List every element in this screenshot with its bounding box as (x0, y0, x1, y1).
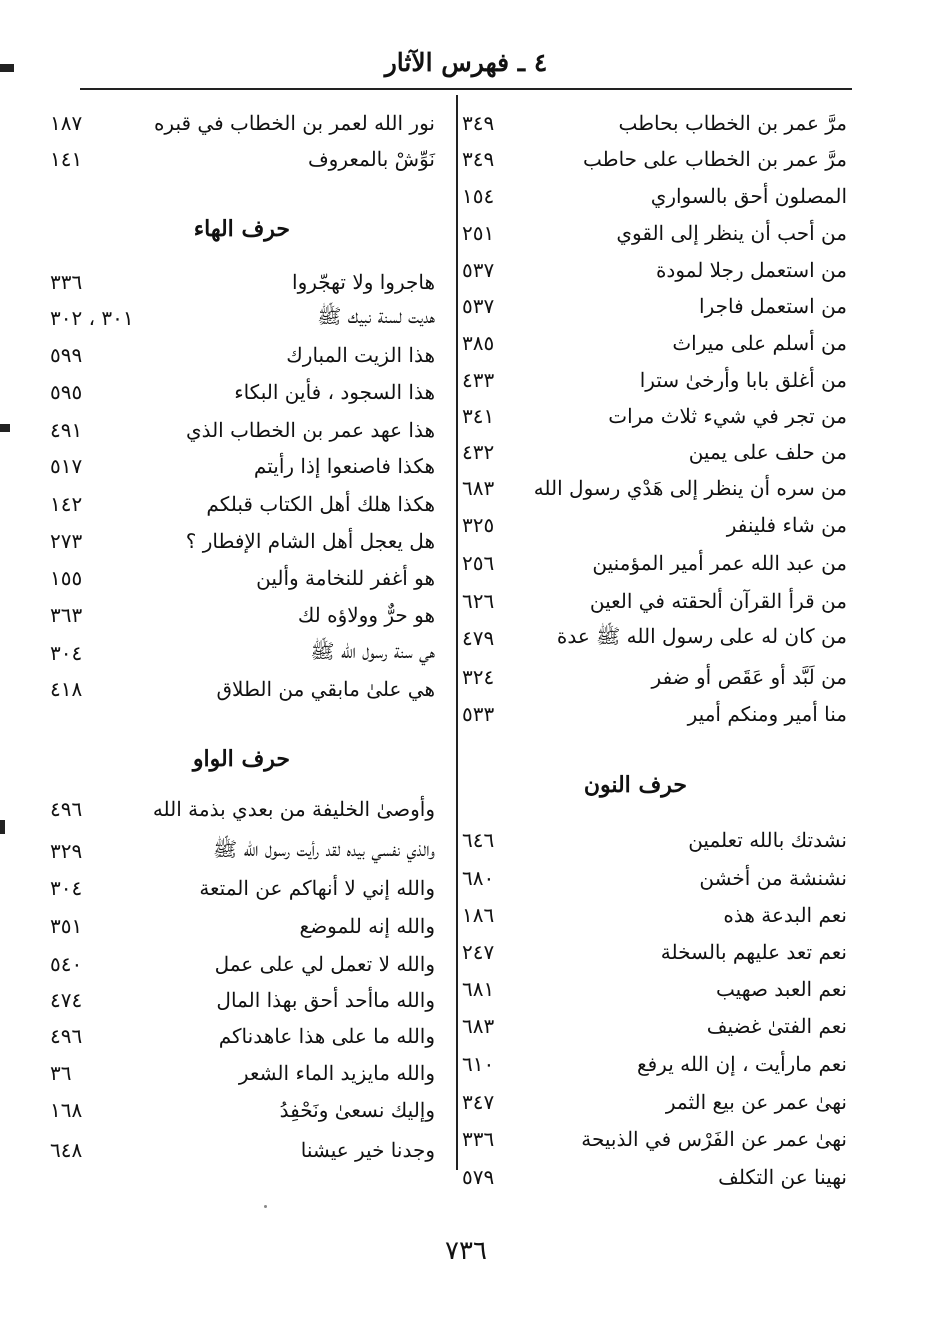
index-entry (50, 791, 435, 827)
entry-page: ١٥٥ (50, 566, 83, 590)
entry-text: نشدتك بالله تعلمين (688, 828, 847, 852)
entry-text: هل يعجل أهل الشام الإفطار ؟ (185, 529, 435, 553)
entry-text: من سره أن ينظر إلى هَدْي رسول الله (533, 476, 847, 500)
section-heading-haa: حرف الهاء (193, 216, 290, 242)
index-entry (462, 545, 847, 581)
entry-text: هذا الزيت المبارك (286, 343, 435, 367)
entry-text: من حلف على يمين (688, 440, 847, 464)
index-entry (50, 374, 435, 410)
entry-page: ١٥٤ (462, 184, 495, 208)
entry-text: نعم العبد صهيب (716, 977, 847, 1001)
index-entry (462, 583, 847, 619)
entry-page: ٥٤٠ (50, 952, 83, 976)
index-entry (50, 1018, 435, 1054)
entry-page: ٦٨٣ (462, 476, 495, 500)
index-entry (50, 946, 435, 982)
index-entry (462, 860, 847, 896)
entry-page: ٦٤٨ (50, 1138, 83, 1162)
entry-page: ٤٧٩ (462, 626, 495, 650)
entry-page: ٣٣٦ (50, 270, 83, 294)
entry-page: ٥٣٧ (462, 294, 495, 318)
entry-page: ٤٣٣ (462, 368, 495, 392)
index-entry (462, 362, 847, 398)
entry-text: هو حرٌّ وولاؤه لك (297, 603, 435, 627)
index-entry (50, 523, 435, 559)
entry-text: والله إنه للموضع (299, 914, 435, 938)
index-entry (462, 507, 847, 543)
entry-page: ٤١٨ (50, 677, 83, 701)
entry-text: نعم الفتىٰ غضيف (706, 1014, 847, 1038)
entry-text: هذا عهد عمر بن الخطاب الذي (185, 418, 435, 442)
entry-text: وإليك نسعىٰ ونَحْفِدُ (279, 1098, 435, 1122)
entry-page: ١٦٨ (50, 1098, 83, 1122)
entry-text: هكذا هلك أهل الكتاب قبلكم (206, 492, 435, 516)
index-entry (462, 252, 847, 288)
entry-text: من شاء فلينفر (726, 513, 847, 537)
entry-text: والله لا تعمل لي على عمل (214, 952, 435, 976)
entry-text: منا أمير ومنكم أمير (687, 702, 847, 726)
entry-text: وجدنا خير عيشنا (300, 1138, 435, 1162)
index-entry (462, 897, 847, 933)
entry-page: ٤٩١ (50, 418, 83, 442)
entry-text: والذي نفسي بيده لقد رأيت رسول الله ﷺ (213, 836, 435, 861)
entry-text: والله إني لا أنهاكم عن المتعة (199, 876, 435, 900)
entry-text: من قرأ القرآن ألحقته في العين (589, 589, 847, 613)
index-entry (50, 982, 435, 1018)
entry-page: ٣٠٤ (50, 641, 83, 665)
header-rule (80, 88, 852, 90)
entry-text: من أسلم على ميراث (672, 331, 847, 355)
index-entry (462, 398, 847, 434)
index-entry (50, 486, 435, 522)
entry-text: هي علىٰ مابقي من الطلاق (216, 677, 435, 701)
index-entry (462, 934, 847, 970)
entry-page: ٥٣٧ (462, 258, 495, 282)
entry-page: ٤٣٢ (462, 440, 495, 464)
index-entry (50, 1132, 435, 1168)
index-entry (50, 870, 435, 906)
index-entry (50, 908, 435, 944)
entry-page: ٣٠١ ، ٣٠٢ (50, 306, 134, 330)
entry-page: ٤٩٦ (50, 1024, 83, 1048)
entry-page: ٦١٠ (462, 1052, 495, 1076)
index-entry (462, 325, 847, 361)
entry-text: مرَّ عمر بن الخطاب على حاطب (583, 147, 847, 171)
column-divider (456, 95, 458, 1170)
entry-page: ٤٧٤ (50, 988, 83, 1012)
index-entry (50, 1055, 435, 1091)
entry-page: ٣٤١ (462, 404, 495, 428)
index-entry (462, 470, 847, 506)
index-entry (462, 434, 847, 470)
entry-page: ٣٤٩ (462, 147, 495, 171)
entry-page: ٣٢٥ (462, 513, 495, 537)
index-entry (50, 448, 435, 484)
entry-page: ٣٨٥ (462, 331, 495, 355)
index-entry (50, 141, 435, 177)
entry-text: هي سنة رسول الله ﷺ (310, 638, 435, 663)
entry-text: من تجر في شيء ثلاث مرات (608, 404, 847, 428)
index-entry (462, 288, 847, 324)
index-entry (50, 105, 435, 141)
entry-text: وأوصىٰ الخليفة من بعدي بذمة الله (152, 797, 435, 821)
entry-text: هديت لسنة نبيك ﷺ (317, 303, 435, 328)
entry-page: ٢٥٦ (462, 551, 495, 575)
entry-page: ٢٧٣ (50, 529, 83, 553)
entry-page: ٥٩٥ (50, 380, 83, 404)
entry-page: ١٤٢ (50, 492, 83, 516)
entry-page: ٣٣٦ (462, 1127, 495, 1151)
entry-text: هاجروا ولا تهجّروا (292, 270, 435, 294)
entry-page: ٥١٧ (50, 454, 83, 478)
entry-text: والله مايزيد الماء الشعر (238, 1061, 435, 1085)
entry-text: نهينا عن التكلف (718, 1165, 847, 1189)
scan-edge-mark-lower (0, 820, 5, 834)
entry-text: هكذا فاصنعوا إذا رأيتم (253, 454, 435, 478)
index-entry (462, 105, 847, 141)
entry-page: ٦٨٠ (462, 866, 495, 890)
index-entry (50, 560, 435, 596)
entry-page: ٥٣٣ (462, 702, 495, 726)
entry-text: هو أغفر للنخامة وألين (256, 566, 435, 590)
entry-page: ٦٤٦ (462, 828, 495, 852)
entry-page: ٣٦ (50, 1061, 72, 1085)
index-entry (50, 264, 435, 300)
section-heading-waw: حرف الواو (192, 746, 290, 772)
entry-page: ٥٧٩ (462, 1165, 495, 1189)
index-entry (50, 300, 435, 336)
index-entry (50, 412, 435, 448)
entry-page: ١٨٧ (50, 111, 83, 135)
entry-page: ٣٢٤ (462, 665, 495, 689)
index-entry (462, 1121, 847, 1157)
entry-text: من عبد الله عمر أمير المؤمنين (592, 551, 847, 575)
entry-page: ٣٦٣ (50, 603, 83, 627)
entry-text: من لَبَّد أو عَقَص أو ضفر (651, 665, 847, 689)
scan-speck (264, 1205, 267, 1208)
entry-text: نهىٰ عمر عن الفَرْس في الذبيحة (581, 1127, 847, 1151)
entry-page: ٣٠٤ (50, 876, 83, 900)
entry-text: والله ما على هذا عاهدناكم (218, 1024, 435, 1048)
scan-edge-mark-middle (0, 424, 10, 432)
entry-text: نعم تعد عليهم بالسخلة (660, 940, 847, 964)
index-entry (462, 1159, 847, 1195)
entry-page: ٢٤٧ (462, 940, 495, 964)
entry-page: ٣٤٧ (462, 1090, 495, 1114)
entry-text: من أغلق بابا وأرخىٰ سترا (639, 368, 847, 392)
entry-text: نهىٰ عمر عن بيع الثمر (665, 1090, 847, 1114)
entry-page: ٦٢٦ (462, 589, 495, 613)
index-entry (50, 833, 435, 869)
index-entry (50, 635, 435, 671)
index-entry (462, 1084, 847, 1120)
entry-page: ٤٩٦ (50, 797, 83, 821)
index-entry (462, 696, 847, 732)
entry-text: نشنشة من أخشن (699, 866, 847, 890)
entry-text: والله ماأحد أحق بهذا المال (216, 988, 435, 1012)
entry-page: ٢٥١ (462, 221, 495, 245)
index-entry (462, 620, 847, 656)
index-entry (50, 597, 435, 633)
section-heading-noon: حرف النون (583, 772, 687, 798)
entry-text: من استعمل رجلا لمودة (655, 258, 847, 282)
entry-page: ٣٤٩ (462, 111, 495, 135)
entry-page: ٣٥١ (50, 914, 83, 938)
entry-text: نور الله لعمر بن الخطاب في قبره (153, 111, 435, 135)
index-entry (462, 1046, 847, 1082)
page-number: ٧٣٦ (445, 1236, 487, 1266)
entry-page: ٦٨٣ (462, 1014, 495, 1038)
index-entry (462, 215, 847, 251)
index-entry (462, 822, 847, 858)
page-title: ٤ ـ فهرس الآثار (384, 48, 548, 77)
index-entry (50, 337, 435, 373)
entry-text: من استعمل فاجرا (699, 294, 847, 318)
entry-page: ١٤١ (50, 147, 83, 171)
index-entry (50, 1092, 435, 1128)
entry-text: نعم البدعة هذه (723, 903, 847, 927)
entry-text: نعم مارأيت ، إن الله يرفع (636, 1052, 847, 1076)
entry-text: المصلون أحق بالسواري (650, 184, 847, 208)
entry-text: هذا السجود ، فأين البكاء (234, 380, 435, 404)
index-entry (462, 659, 847, 695)
entry-page: ١٨٦ (462, 903, 495, 927)
index-entry (462, 141, 847, 177)
entry-text: من كان له على رسول الله ﷺ عدة (556, 623, 847, 648)
entry-text: مرَّ عمر بن الخطاب بحاطب (618, 111, 847, 135)
entry-page: ٥٩٩ (50, 343, 83, 367)
index-entry (462, 178, 847, 214)
index-entry (50, 671, 435, 707)
entry-text: نَوِّشْ بالمعروف (307, 147, 435, 171)
entry-page: ٦٨١ (462, 977, 495, 1001)
index-entry (462, 971, 847, 1007)
entry-text: من أحب أن ينظر إلى القوي (616, 221, 847, 245)
entry-page: ٣٢٩ (50, 839, 83, 863)
index-entry (462, 1008, 847, 1044)
